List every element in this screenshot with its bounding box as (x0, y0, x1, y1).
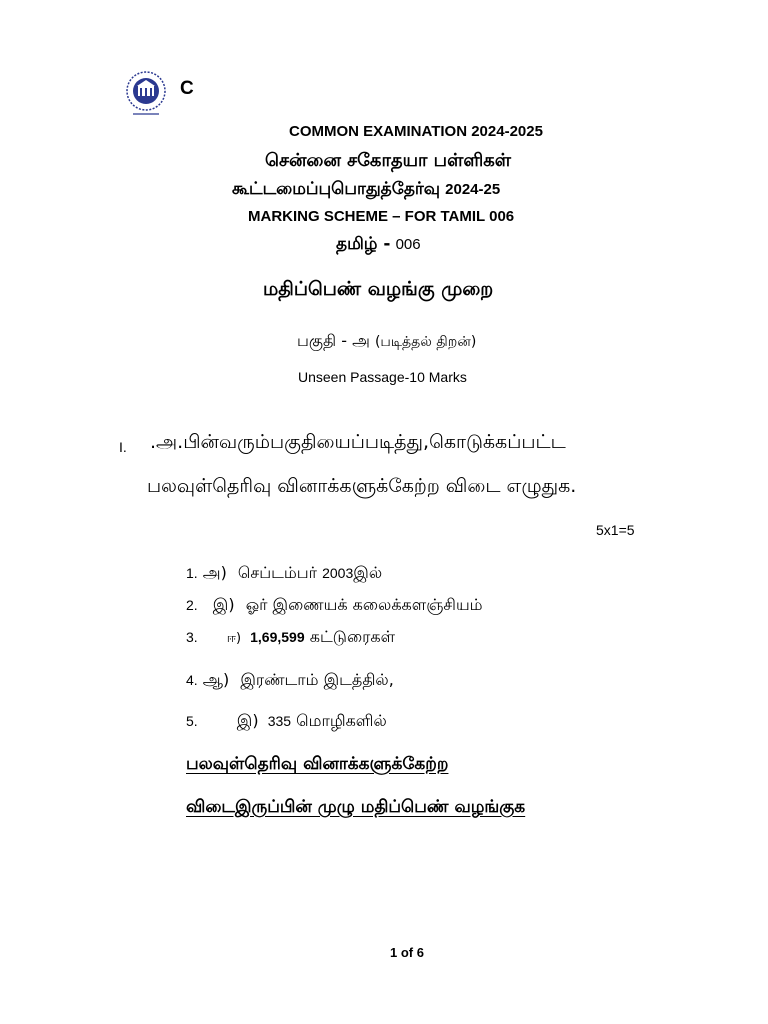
answer-text: இல் (353, 563, 383, 582)
section-title (297, 331, 476, 352)
page-number: 1 of 6 (390, 945, 424, 960)
question-line-2: பலவுள்தெரிவு வினாக்களுக்கேற்ற விடை எழுதுக. (147, 475, 577, 497)
section-subtitle: Unseen Passage-10 Marks (298, 369, 467, 385)
answer-option: இ) (236, 711, 259, 730)
answer-number: 2. (186, 597, 198, 613)
paper-code-letter: C (180, 78, 194, 99)
answer-item (186, 670, 394, 691)
school-name: சென்னை சகோதயா பள்ளிகள் (265, 150, 511, 171)
marking-title: மதிப்பெண் வழங்கு முறை (263, 278, 494, 300)
question-number: I. (119, 439, 127, 455)
answer-number-value: 1,69,599 (250, 629, 305, 645)
section-part: பகுதி - அ (297, 331, 370, 350)
answer-text: கட்டுரைகள் (304, 627, 396, 646)
exam-year: 2024-25 (445, 181, 501, 198)
answer-item (186, 595, 483, 616)
answer-number: 5. (186, 713, 198, 729)
answer-number-value: 335 (267, 713, 292, 729)
answer-number: 1. (186, 565, 198, 581)
marks-allocation: 5x1=5 (596, 522, 635, 538)
answer-option: அ) (202, 563, 227, 582)
answer-item (186, 711, 387, 732)
exam-title: COMMON EXAMINATION 2024-2025 (289, 123, 543, 140)
answer-item (186, 563, 382, 584)
marking-note-line-1: பலவுள்தெரிவு வினாக்களுக்கேற்ற (186, 754, 449, 774)
answer-text-pre: செப்டம்பர் (237, 563, 323, 582)
answer-number: 4. (186, 672, 198, 688)
answer-text: ஓர் இணையக் கலைக்களஞ்சியம் (245, 595, 483, 614)
exam-name-line (232, 179, 500, 201)
marking-note-line-2: விடைஇருப்பின் முழு மதிப்பெண் வழங்குக (186, 797, 526, 817)
subject-line (336, 234, 421, 256)
answer-text: மொழிகளில் (291, 711, 387, 730)
question-line-1: .அ.பின்வரும்பகுதியைப்படித்து,கொடுக்கப்பட்ட (150, 431, 566, 453)
subject-tamil: தமிழ் - (336, 234, 391, 254)
answer-number: 3. (186, 629, 198, 645)
answer-item (186, 627, 395, 648)
answer-option: ஆ) (202, 670, 230, 689)
answer-option: இ) (212, 595, 235, 614)
section-skill: (படித்தல் திறன்) (374, 334, 477, 350)
marking-scheme-title: MARKING SCHEME – FOR TAMIL 006 (248, 208, 515, 225)
answer-number-value: 2003 (322, 565, 354, 581)
answer-option: ஈ) (226, 631, 242, 646)
exam-name-tamil: கூட்டமைப்புபொதுத்தேர்வு (232, 179, 441, 199)
subject-code: 006 (395, 236, 421, 253)
answer-text: இரண்டாம் இடத்தில், (240, 670, 394, 689)
school-logo (123, 70, 169, 116)
